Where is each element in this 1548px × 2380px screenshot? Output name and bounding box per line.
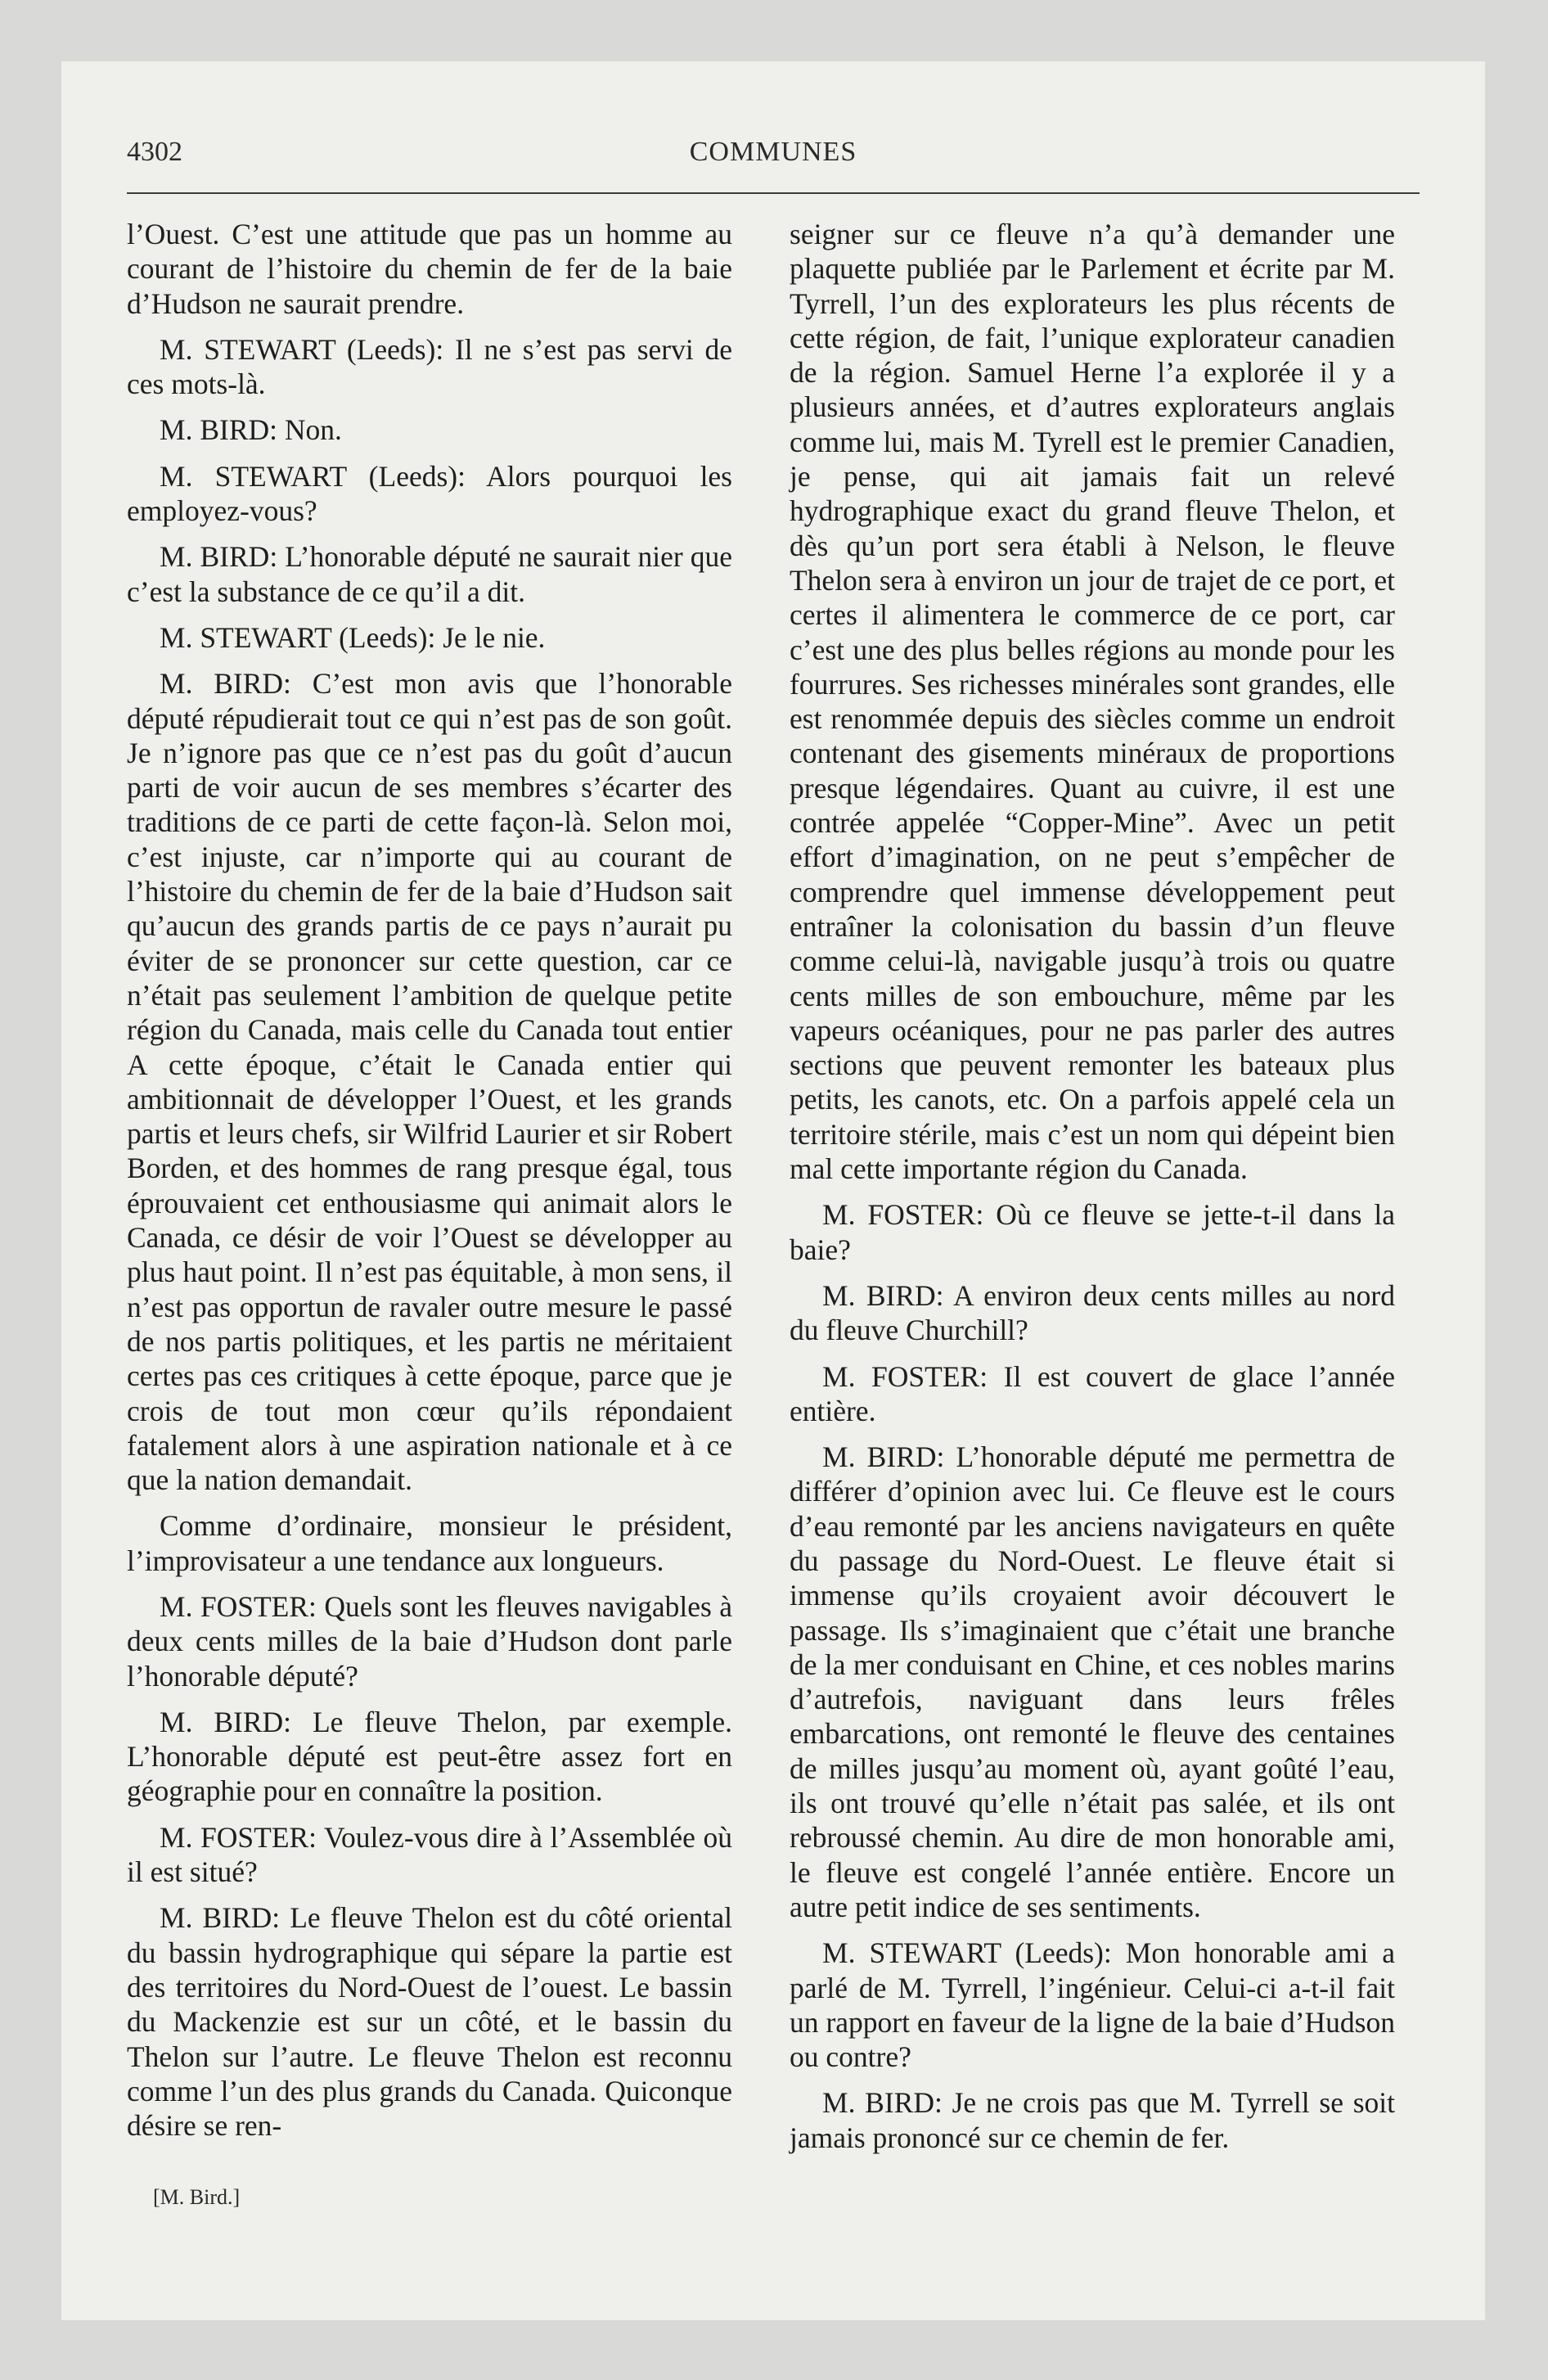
paragraph: M. BIRD: C’est mon avis que l’honorable député répudierait tout ce qui n’est pas de son goût. Je n’ignore pas que ce n’est pas du goût d’aucun parti de voir aucun de ses membres s’écarter des traditions de ce parti de cette façon-là. Selon moi, c’est injuste, car n’importe qui au courant de l’histoire du chemin de fer de la baie d’Hudson sait qu’aucun des grands partis de ce pays n’aurait pu éviter de se prononcer sur cette question, car ce n’était pas seulement l’ambition de quelque petite région du Canada, mais celle du Canada tout entier A cette époque, c’était le Canada entier qui ambitionnait de développer l’Ouest, et les grands partis et leurs chefs, sir Wilfrid Laurier et sir Robert Borden, et des hommes de rang presque égal, tous éprouvaient cet enthousiasme qui animait alors le Canada, ce désir de voir l’Ouest se développer au plus haut point. Il n’est pas équitable, à mon sens, il n’est pas opportun de ravaler outre mesure le passé de nos partis politiques, et les partis ne méritaient certes pas ces critiques à cette époque, parce que je crois de tout mon cœur qu’ils répondaient fatalement alors à une aspiration nationale et à ce que la nation demandait. xyxy=(127,667,732,1497)
paragraph: M. BIRD: Je ne crois pas que M. Tyrrell se soit jamais prononcé sur ce chemin de fer. xyxy=(790,2086,1395,2154)
paragraph: l’Ouest. C’est une attitude que pas un homme au courant de l’histoire du chemin de fer de la baie d’Hudson ne saurait prendre. xyxy=(127,218,732,320)
paragraph: M. BIRD: Le fleuve Thelon, par exemple. L’honorable député est peut-être assez fort en géographie pour en connaître la position. xyxy=(127,1705,732,1808)
page-header xyxy=(127,137,1420,178)
header-rule xyxy=(127,192,1420,194)
paragraph: M. BIRD: Le fleuve Thelon est du côté oriental du bassin hydrographique qui sépare la partie est des territoires du Nord-Ouest de l’ouest. Le bassin du Mackenzie est sur un côté, et le bassin du Thelon sur l’autre. Le fleuve Thelon est reconnu comme l’un des plus grands du Canada. Quiconque désire se ren- xyxy=(127,1901,732,2143)
paragraph: M. STEWART (Leeds): Il ne s’est pas servi de ces mots-là. xyxy=(127,332,732,401)
left-column xyxy=(127,217,732,2154)
paragraph: M. FOSTER: Il est couvert de glace l’année entière. xyxy=(790,1359,1395,1427)
running-head: COMMUNES xyxy=(689,137,857,167)
paragraph: M. BIRD: L’honorable député ne saurait nier que c’est la substance de ce qu’il a dit. xyxy=(127,540,732,608)
paragraph: M. STEWART (Leeds): Mon honorable ami a parlé de M. Tyrrell, l’ingénieur. Celui-ci a-t-il fait un rapport en faveur de la ligne de la baie d’Hudson ou contre? xyxy=(790,1936,1395,2074)
paragraph: M. BIRD: L’honorable député me permettra de différer d’opinion avec lui. Ce fleuve est le cours d’eau remonté par les anciens navigateurs en quête du passage du Nord-Ouest. Le fleuve était si immense qu’ils croyaient avoir découvert le passage. Ils s’imaginaient que c’était une branche de la mer conduisant en Chine, et ces nobles marins d’autrefois, naviguant dans leurs frêles embarcations, ont remonté le fleuve des centaines de milles jusqu’au moment où, ayant goûté l’eau, ils ont trouvé qu’elle n’était pas salée, et ils ont rebroussé chemin. Au dire de mon honorable ami, le fleuve est congelé l’année entière. Encore un autre petit indice de ses sentiments. xyxy=(790,1440,1395,1923)
speaker-footer-note: [M. Bird.] xyxy=(153,2185,241,2209)
page-number: 4302 xyxy=(127,137,182,167)
paragraph: M. BIRD: Non. xyxy=(160,413,342,447)
paragraph: Comme d’ordinaire, monsieur le président, l’improvisateur a une tendance aux longueurs. xyxy=(127,1509,732,1577)
right-column xyxy=(790,217,1395,2166)
document-page xyxy=(61,61,1485,2320)
paragraph: M. FOSTER: Quels sont les fleuves navigables à deux cents milles de la baie d’Hudson dont parle l’honorable député? xyxy=(127,1589,732,1693)
paragraph: M. STEWART (Leeds): Je le nie. xyxy=(160,620,546,654)
paragraph: M. STEWART (Leeds): Alors pourquoi les employez-vous? xyxy=(127,459,732,528)
paragraph: M. FOSTER: Voulez-vous dire à l’Assemblée où il est situé? xyxy=(127,1820,732,1889)
paragraph: seigner sur ce fleuve n’a qu’à demander une plaquette publiée par le Parlement et écrite par M. Tyrrell, l’un des explorateurs les plus récents de cette région, de fait, l’unique explorateur canadien de la région. Samuel Herne l’a explorée il y a plusieurs années, et d’autres explorateurs anglais comme lui, mais M. Tyrell est le premier Canadien, je pense, qui ait jamais fait un relevé hydrographique exact du grand fleuve Thelon, et dès qu’un port sera établi à Nelson, le fleuve Thelon sera à environ un jour de trajet de ce port, et certes il alimentera le commerce de ce port, car c’est une des plus belles régions au monde pour les fourrures. Ses richesses minérales sont grandes, elle est renommée depuis des siècles comme un endroit contenant des gisements minéraux de proportions presque légendaires. Quant au cuivre, il est une contrée appelée “Copper-Mine”. Avec un petit effort d’imagination, on ne peut s’empêcher de comprendre quel immense développement peut entraîner la colonisation du bassin d’un fleuve comme celui-là, navigable jusqu’à trois ou quatre cents milles de son embouchure, même par les vapeurs océaniques, pour ne pas parler des autres sections que peuvent remonter les bateaux plus petits, les canots, etc. On a parfois appelé cela un territoire stérile, mais c’est un nom qui dépeint bien mal cette importante région du Canada. xyxy=(790,218,1395,1186)
paragraph: M. FOSTER: Où ce fleuve se jette-t-il dans la baie? xyxy=(790,1198,1395,1266)
paragraph: M. BIRD: A environ deux cents milles au nord du fleuve Churchill? xyxy=(790,1278,1395,1347)
